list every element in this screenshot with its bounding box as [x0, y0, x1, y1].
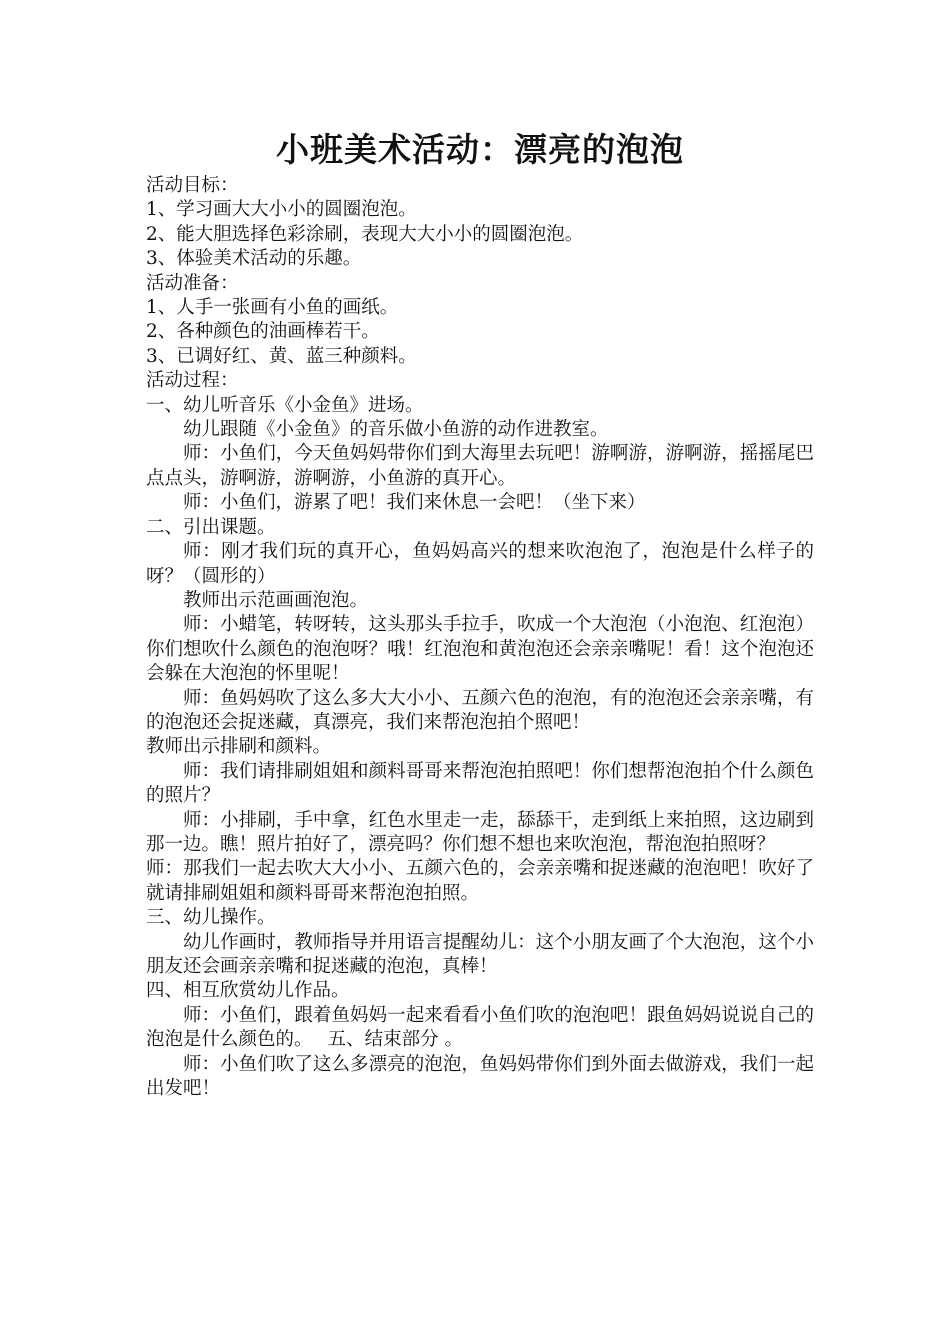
paragraph: 活动准备： [146, 272, 239, 294]
paragraph: 1、人手一张画有小鱼的画纸。 [146, 297, 399, 319]
paragraph: 1、学习画大大小小的圆圈泡泡。 [146, 199, 417, 221]
paragraph: 师：我们请排刷姐姐和颜料哥哥来帮泡泡拍照吧！你们想帮泡泡拍个什么颜色的照片？ [146, 760, 814, 807]
paragraph: 师：小鱼们，游累了吧！我们来休息一会吧！（坐下来） [183, 492, 646, 514]
paragraph: 四、相互欣赏幼儿作品。 [146, 980, 350, 1002]
paragraph: 师：刚才我们玩的真开心，鱼妈妈高兴的想来吹泡泡了，泡泡是什么样子的呀？（圆形的） [146, 541, 814, 587]
paragraph: 2、各种颜色的油画棒若干。 [146, 321, 380, 343]
paragraph: 师：那我们一起去吹大大小小、五颜六色的，会亲亲嘴和捉迷藏的泡泡吧！吹好了就请排刷姐姐和颜料哥哥来帮泡泡拍照。 [146, 858, 814, 904]
paragraph: 一、幼儿听音乐《小金鱼》进场。 [146, 394, 424, 416]
paragraph: 教师出示范画画泡泡。 [183, 589, 369, 611]
paragraph: 师：鱼妈妈吹了这么多大大小小、五颜六色的泡泡，有的泡泡还会亲亲嘴，有的泡泡还会捉迷藏，真漂亮，我们来帮泡泡拍个照吧！ [146, 687, 814, 733]
paragraph: 教师出示排刷和颜料。 [146, 736, 332, 758]
paragraph: 三、幼儿操作。 [146, 907, 276, 929]
paragraph: 活动过程： [146, 370, 239, 392]
paragraph: 幼儿跟随《小金鱼》的音乐做小鱼游的动作进教室。 [183, 419, 609, 441]
paragraph: 师：小鱼们吹了这么多漂亮的泡泡，鱼妈妈带你们到外面去做游戏，我们一起出发吧！ [146, 1053, 814, 1100]
paragraph: 3、体验美术活动的乐趣。 [146, 248, 362, 270]
paragraph: 师：小鱼们，今天鱼妈妈带你们到大海里去玩吧！游啊游，游啊游，摇摇尾巴点点头，游啊游，游啊游，小鱼游的真开心。 [146, 443, 814, 489]
paragraph: 活动目标： [146, 175, 239, 196]
paragraph: 师：小排刷，手中拿，红色水里走一走，舔舔干，走到纸上来拍照，这边刷到那一边。瞧！照片拍好了，漂亮吗？你们想不想也来吹泡泡，帮泡泡拍照呀？ [146, 809, 814, 855]
document-body [146, 174, 814, 1101]
document-content [146, 128, 814, 1101]
paragraph: 幼儿作画时，教师指导并用语言提醒幼儿：这个小朋友画了个大泡泡，这个小朋友还会画亲亲嘴和捉迷藏的泡泡，真棒！ [146, 931, 814, 977]
document-title: 小班美术活动：漂亮的泡泡 [276, 130, 684, 169]
paragraph: 2、能大胆选择色彩涂刷，表现大大小小的圆圈泡泡。 [146, 223, 584, 245]
paragraph: 二、引出课题。 [146, 516, 276, 538]
paragraph: 师：小鱼们，跟着鱼妈妈一起来看看小鱼们吹的泡泡吧！跟鱼妈妈说说自己的泡泡是什么颜色的。 五、结束部分 。 [146, 1004, 814, 1051]
paragraph: 3、已调好红、黄、蓝三种颜料。 [146, 345, 417, 367]
paragraph: 师：小蜡笔，转呀转，这头那头手拉手，吹成一个大泡泡（小泡泡、红泡泡）你们想吹什么颜色的泡泡呀？哦！红泡泡和黄泡泡还会亲亲嘴呢！看！这个泡泡还会躲在大泡泡的怀里呢！ [146, 614, 814, 685]
